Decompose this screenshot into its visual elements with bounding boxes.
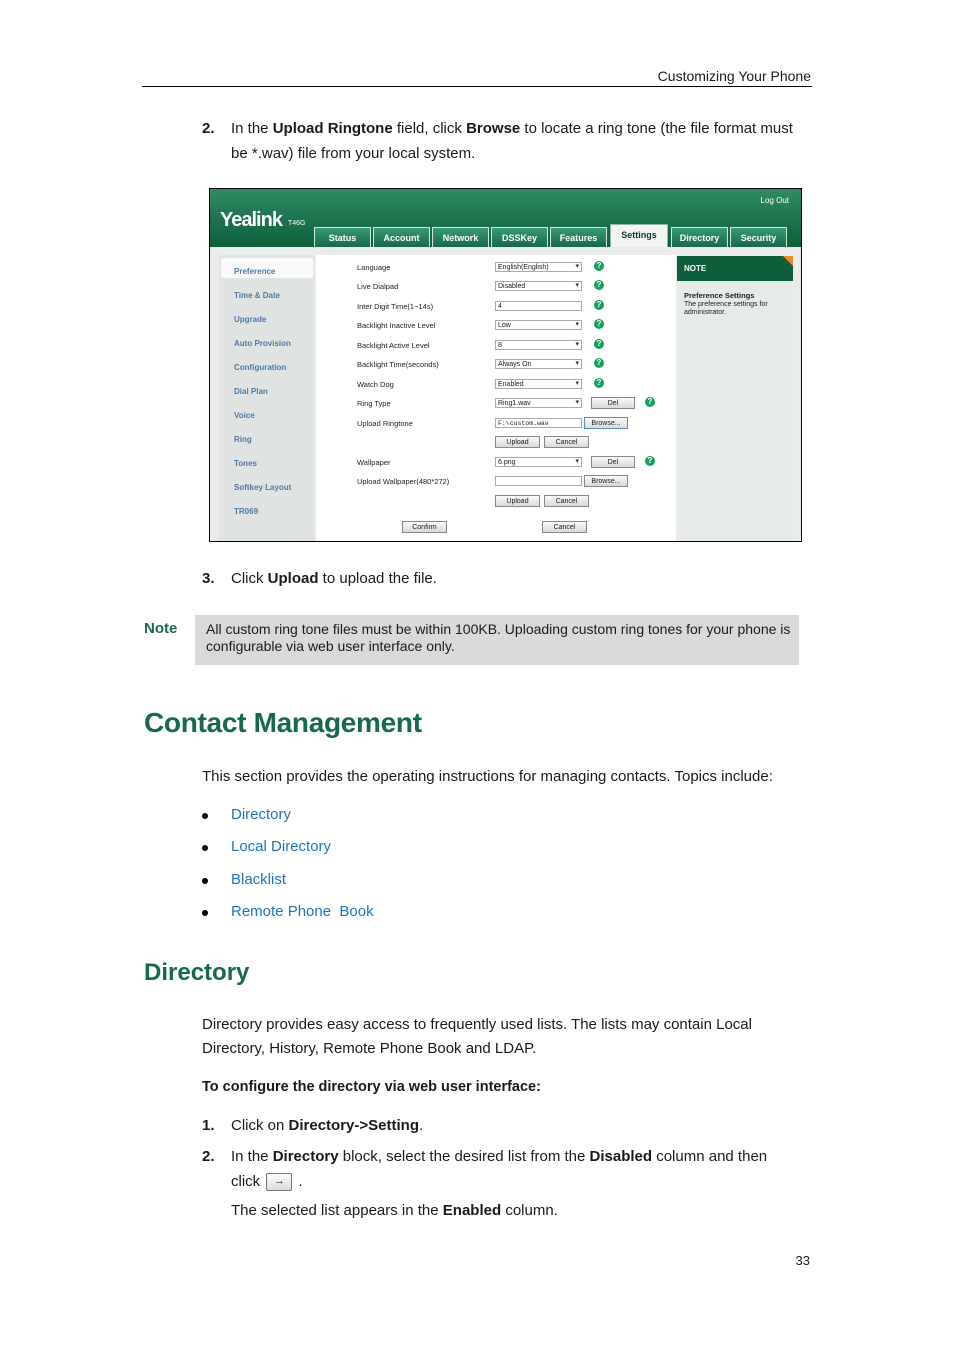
upload-ringtone-file-input[interactable]: F:\custom.wav [495,418,582,428]
tab-directory[interactable]: Directory [671,227,728,247]
wallpaper-cancel-button[interactable]: Cancel [544,495,589,507]
note-corner-flag [783,256,793,266]
watch-dog-select[interactable]: Enabled ▾ [495,379,582,389]
sidebar-item-softkey-layout[interactable]: Softkey Layout [234,483,292,492]
ringtone-upload-button[interactable]: Upload [495,436,540,448]
live-dialpad-select[interactable]: Disabled ▾ [495,281,582,291]
field-label-backlight-active: Backlight Active Level [357,341,430,350]
ringtone-browse-button[interactable]: Browse... [584,417,628,429]
sidebar-item-ring[interactable]: Ring [234,435,252,444]
step-text-line1: In the Directory block, select the desired list from the Disabled column and then [231,1148,768,1165]
field-label-language: Language [357,263,391,272]
step-3-upload [202,566,702,591]
ring-type-select[interactable]: Ring1.wav ▾ [495,398,582,408]
step-number: 3. [202,570,215,587]
help-icon[interactable]: ? [594,300,604,310]
bullet-icon [202,845,208,851]
note-label: Note [144,620,178,637]
tab-status[interactable]: Status [314,227,371,247]
note-panel-description: The preference settings for administrator. [684,301,768,316]
help-icon[interactable]: ? [594,358,604,368]
help-icon[interactable]: ? [594,319,604,329]
help-icon[interactable]: ? [645,456,655,466]
sidebar-item-preference[interactable]: Preference [234,267,276,276]
step-number: 2. [202,1148,215,1165]
help-icon[interactable]: ? [594,261,604,271]
step-text-line2: be *.wav) file from your local system. [231,145,476,162]
directory-step-1 [202,1113,802,1138]
field-label-inter-digit: Inter Digit Time(1~14s) [357,302,434,311]
contact-management-intro: This section provides the operating instructions for managing contacts. Topics include: [202,768,773,785]
help-icon[interactable]: ? [645,397,655,407]
ring-del-button[interactable]: Del [591,397,635,409]
wallpaper-del-button[interactable]: Del [591,456,635,468]
step-result-text: The selected list appears in the Enabled column. [231,1202,558,1219]
backlight-inactive-select[interactable]: Low ▾ [495,320,582,330]
tab-dsskey[interactable]: DSSKey [491,227,548,247]
field-label-backlight-time: Backlight Time(seconds) [357,360,439,369]
step-2-upload [202,116,822,166]
sidebar-item-configuration[interactable]: Configuration [234,363,287,372]
upload-wallpaper-file-input[interactable] [495,476,582,486]
field-label-wallpaper: Wallpaper [357,458,391,467]
wallpaper-upload-button[interactable]: Upload [495,495,540,507]
inter-digit-input[interactable]: 4 [495,301,582,311]
header-rule [142,86,812,87]
cancel-button[interactable]: Cancel [542,521,587,533]
topic-link-remote-phone-book[interactable]: Remote Phone Book [231,903,374,920]
backlight-time-select[interactable]: Always On ▾ [495,359,582,369]
step-number: 2. [202,120,215,137]
logout-link[interactable]: Log Out [760,196,789,205]
backlight-active-select[interactable]: 8 ▾ [495,340,582,350]
topic-link-blacklist[interactable]: Blacklist [231,871,287,888]
bullet-icon [202,910,208,916]
directory-paragraph-line1: Directory provides easy access to frequently used lists. The lists may contain Local [202,1016,752,1033]
procedure-heading: To configure the directory via web user interface: [202,1079,541,1095]
model-label: T46G [288,220,306,227]
section-heading-directory: Directory [144,959,250,986]
help-icon[interactable]: ? [594,378,604,388]
tab-settings[interactable]: Settings [610,224,668,247]
topic-link-directory[interactable]: Directory [231,806,292,823]
language-select[interactable]: English(English) ▾ [495,262,582,272]
field-label-ring-type: Ring Type [357,399,391,408]
sidebar-item-voice[interactable]: Voice [234,411,255,420]
bullet-icon [202,813,208,819]
step-text: Click Upload to upload the file. [231,570,437,587]
sidebar-item-time-date[interactable]: Time & Date [234,291,281,300]
yealink-logo: Yealink [220,209,282,231]
step-text-line1: In the Upload Ringtone field, click Browse to locate a ring tone (the file format must [231,120,793,137]
sidebar-item-tr069[interactable]: TR069 [234,507,259,516]
note-text: All custom ring tone files must be within 100KB. Uploading custom ring tones for your phone is configurable via web user interface only. [206,621,791,654]
directory-paragraph-line2: Directory, History, Remote Phone Book and LDAP. [202,1040,537,1057]
sidebar-item-tones[interactable]: Tones [234,459,257,468]
move-right-arrow-icon: → [266,1173,292,1191]
wallpaper-browse-button[interactable]: Browse... [584,475,628,487]
ringtone-cancel-button[interactable]: Cancel [544,436,589,448]
tab-network[interactable]: Network [432,227,489,247]
step-number: 1. [202,1117,215,1134]
tab-account[interactable]: Account [373,227,430,247]
field-label-live-dialpad: Live Dialpad [357,282,399,291]
note-panel-header: NOTE [677,256,793,281]
confirm-button[interactable]: Confirm [402,521,447,533]
field-label-backlight-inactive: Backlight Inactive Level [357,321,436,330]
topic-link-local-directory[interactable]: Local Directory [231,838,332,855]
bullet-icon [202,878,208,884]
page-number: 33 [795,1253,810,1268]
directory-step-2 [202,1144,822,1224]
field-label-watch-dog: Watch Dog [357,380,394,389]
step-text: Click on Directory->Setting. [231,1117,424,1134]
help-icon[interactable]: ? [594,280,604,290]
sidebar-item-upgrade[interactable]: Upgrade [234,315,267,324]
web-ui-screenshot [209,188,802,542]
tab-security[interactable]: Security [730,227,787,247]
wallpaper-select[interactable]: 6.png ▾ [495,457,582,467]
running-header: Customizing Your Phone [657,68,811,84]
help-icon[interactable]: ? [594,339,604,349]
tab-features[interactable]: Features [550,227,607,247]
section-heading-contact-management: Contact Management [144,707,422,738]
sidebar-item-auto-provision[interactable]: Auto Provision [234,339,291,348]
note-panel-title: Preference Settings [684,291,755,300]
step-text-line2: click → . [231,1173,303,1190]
field-label-upload-ringtone: Upload Ringtone [357,419,413,428]
sidebar-item-dial-plan[interactable]: Dial Plan [234,387,268,396]
field-label-upload-wallpaper: Upload Wallpaper(480*272) [357,477,450,486]
